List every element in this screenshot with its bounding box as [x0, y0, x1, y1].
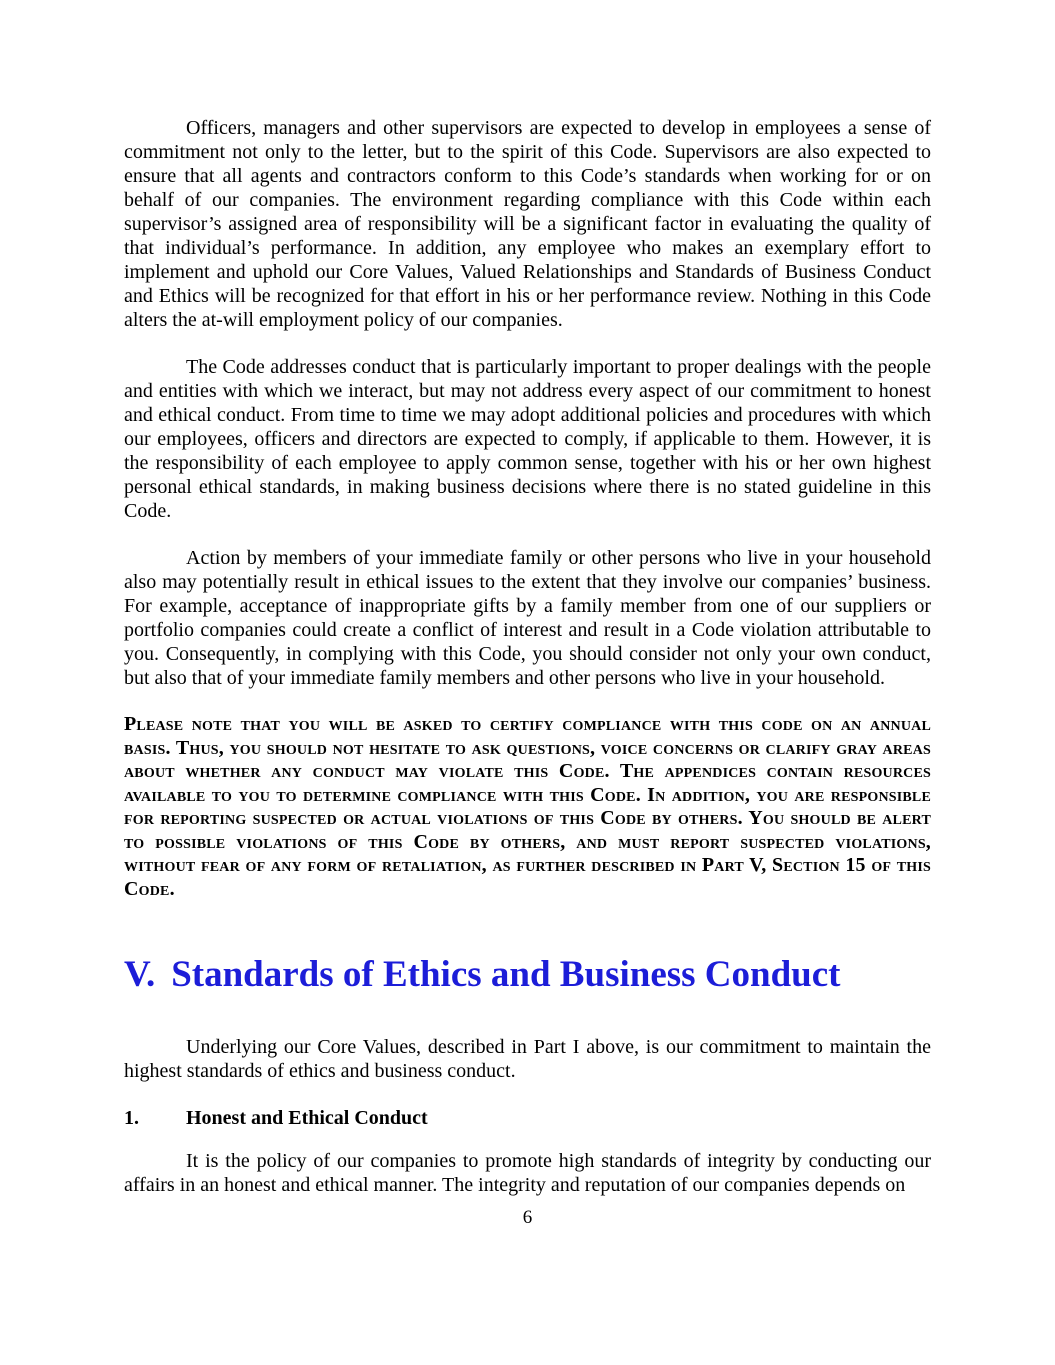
section-number: V. — [124, 954, 156, 995]
compliance-notice: Please note that you will be asked to certify compliance with this code on an annual basis. Thus, you should not hesitate to ask questions, voice concerns or clarify gray areas about whether any conduct may violate this Code. The appendices contain resources available to you to determine compliance with this Code. In addition, you are responsible for reporting suspected or actual violations of this Code by others. You should be alert to possible violations of this Code by others, and must report suspected violations, without fear of any form of retaliation, as further described in Part V, Section 15 of this Code. — [124, 713, 931, 900]
section-title: Standards of Ethics and Business Conduct — [171, 954, 841, 995]
subsection-title: Honest and Ethical Conduct — [186, 1107, 428, 1129]
paragraph-underlying-core-values: Underlying our Core Values, described in Part I above, is our commitment to maintain the highest standards of ethics and business conduct. — [124, 1036, 931, 1082]
subsection-number: 1. — [124, 1107, 139, 1129]
subsection-heading — [124, 1106, 931, 1130]
page-footer — [0, 1206, 1055, 1230]
paragraph-family-actions: Action by members of your immediate family or other persons who live in your household also may potentially result in ethical issues to the extent that they involve our companies’ business. For example, acceptance of inappropriate gifts by a family member from one of our suppliers or portfolio companies could create a conflict of interest and result in a Code violation attributable to you. Consequently, in complying with this Code, you should consider not only your own conduct, but also that of your immediate family members and other persons who live in your household. — [124, 547, 931, 689]
page-number: 6 — [522, 1207, 533, 1228]
section-heading — [124, 953, 931, 997]
paragraph-code-addresses: The Code addresses conduct that is particularly important to proper dealings with the people and entities with which we interact, but may not address every aspect of our commitment to honest and ethical conduct. From time to time we may adopt additional policies and procedures with which our employees, officers and directors are expected to comply, if applicable to them. However, it is the responsibility of each employee to apply common sense, together with his or her own highest personal ethical standards, in making business decisions where there is no stated guideline in this Code. — [124, 356, 931, 522]
paragraph-supervisors: Officers, managers and other supervisors are expected to develop in employees a sense of commitment not only to the letter, but to the spirit of this Code. Supervisors are also expected to ensure that all agents and contractors conform to this Code’s standards when working for or on behalf of our companies. The environment regarding compliance with this Code within each supervisor’s assigned area of responsibility will be a significant factor in evaluating the quality of that individual’s performance. In addition, any employee who makes an exemplary effort to implement and uphold our Core Values, Valued Relationships and Standards of Business Conduct and Ethics will be recognized for that effort in his or her performance review. Nothing in this Code alters the at-will employment policy of our companies. — [124, 117, 931, 331]
paragraph-policy-integrity: It is the policy of our companies to promote high standards of integrity by conducting our affairs in an honest and ethical manner. The integrity and reputation of our companies depends on — [124, 1150, 931, 1196]
